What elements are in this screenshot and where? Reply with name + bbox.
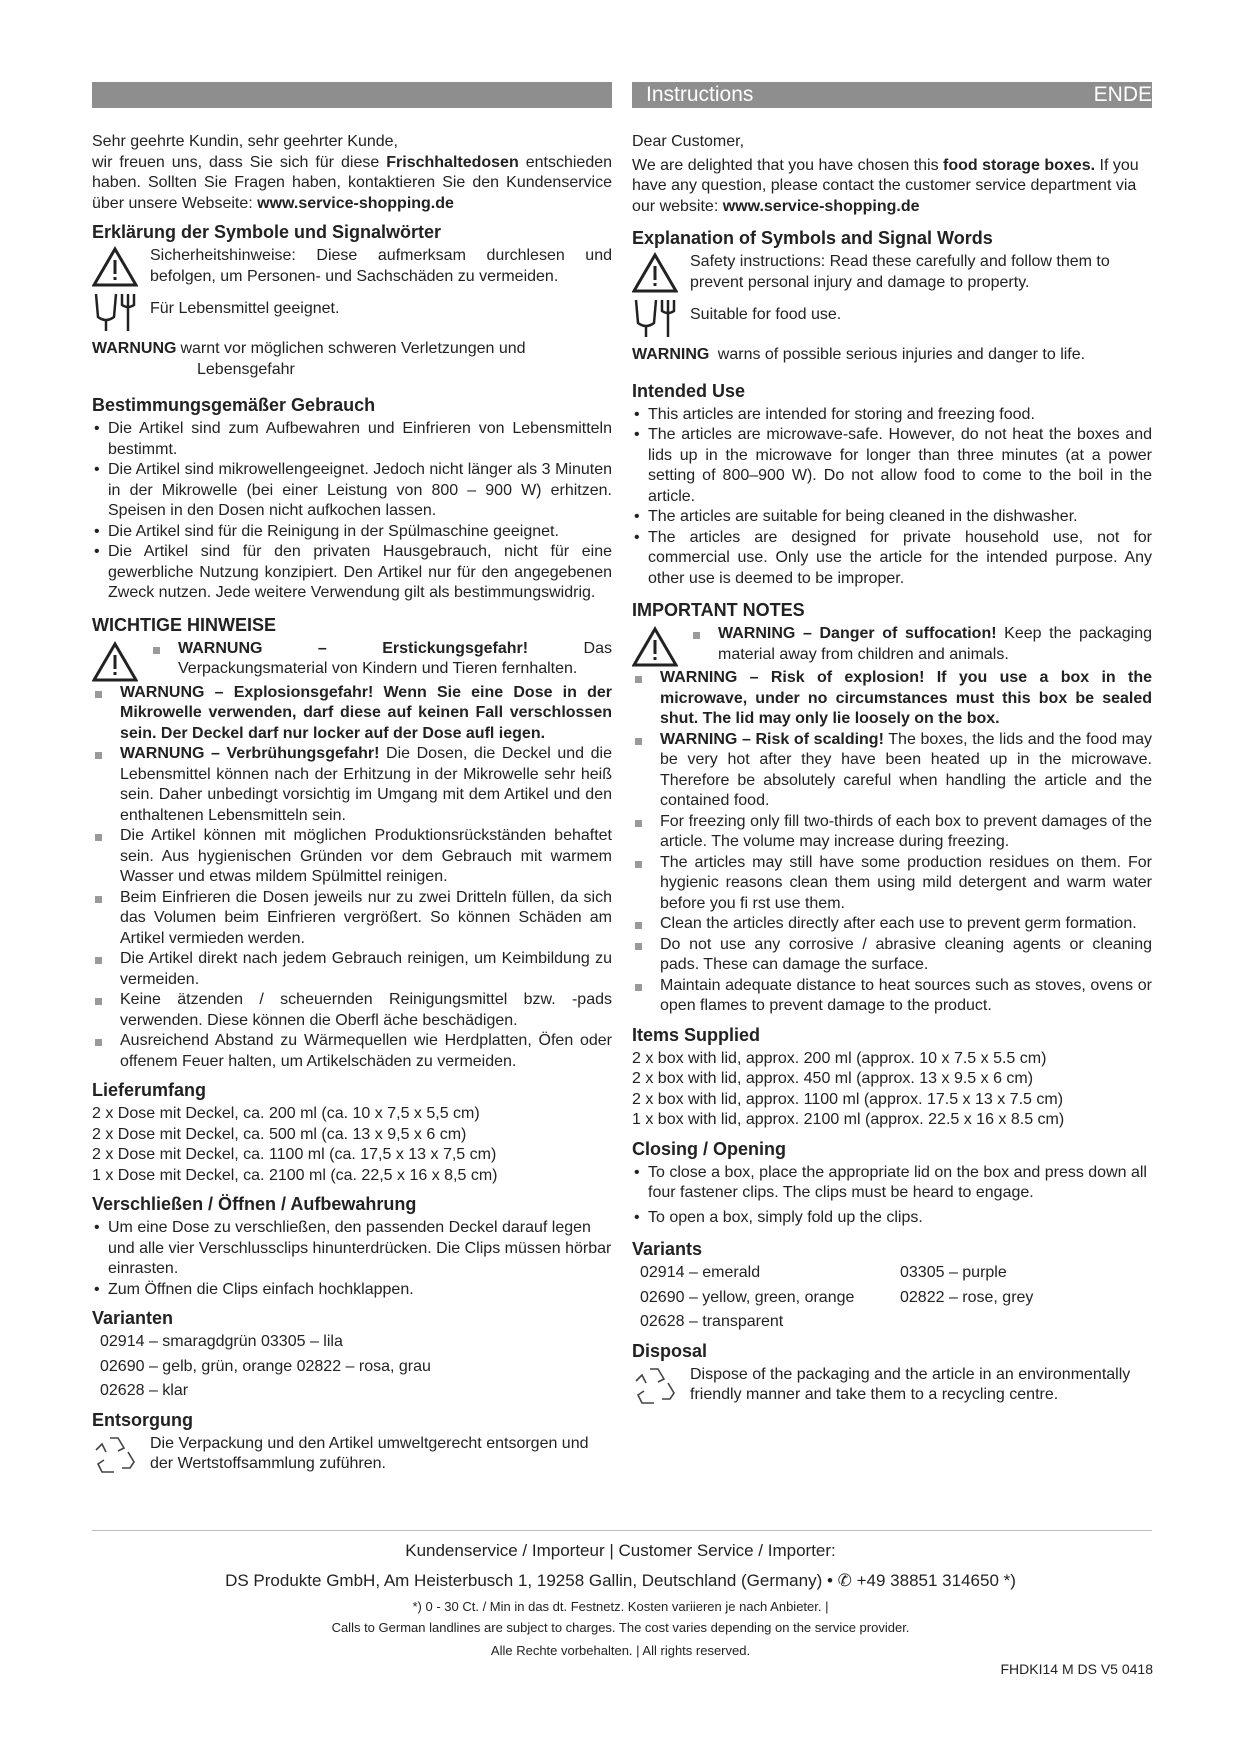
de-notes-heading: WICHTIGE HINWEISE: [92, 614, 276, 635]
de-close-list: [92, 1218, 612, 1300]
en-intro: We are delighted that you have chosen this food storage boxes. If you have any question, please contact the customer service department via our website: www.service-shopping.de: [632, 156, 1139, 215]
en-food-symbol-row: Suitable for food use.: [632, 297, 1152, 337]
list-item: Keine ätzenden / scheuernden Reinigungsmittel bzw. -pads verwenden. Diese können die Oberfl äche beschädigen.: [92, 990, 612, 1031]
supply-item: 2 x Dose mit Deckel, ca. 1100 ml (ca. 17,5 x 13 x 7,5 cm): [92, 1146, 497, 1163]
warning-triangle-icon: [632, 252, 678, 294]
en-use-heading: Intended Use: [632, 380, 746, 401]
variant-item: 02628 – transparent: [640, 1313, 784, 1330]
list-item: • To open a box, simply fold up the clips.: [632, 1208, 1152, 1229]
de-note-suffocation: WARNUNG – Erstickungsgefahr! Das Verpackungsmaterial von Kindern und Tieren fernhalten.: [92, 639, 612, 683]
list-item: • This articles are intended for storing and freezing food.: [632, 405, 1152, 426]
list-item: WARNUNG – Explosionsgefahr! Wenn Sie eine Dose in der Mikrowelle verwenden, darf diese auf keinen Fall verschlossen sein. Der Deckel darf nur locker auf der Dose aufl iegen.: [92, 683, 612, 745]
list-item: WARNING – Risk of scalding! The boxes, the lids and the food may be very hot after they have been heated up in the microwave. Therefore be absolutely careful when handling the article and the contained food.: [632, 730, 1152, 812]
en-close-heading: Closing / Opening: [632, 1138, 786, 1159]
list-item: WARNING – Risk of explosion! If you use a box in the microwave, under no circumstances must this box be sealed shut. The lid may only lie loosely on the box.: [632, 668, 1152, 730]
de-variants-heading: Varianten: [92, 1308, 174, 1328]
supply-item: 2 x box with lid, approx. 200 ml (approx. 10 x 7.5 x 5.5 cm): [632, 1049, 1047, 1067]
list-item: • Die Artikel sind mikrowellengeeignet. Jedoch nicht länger als 3 Minuten in der Mikrowelle (bei einer Leistung von 800 – 900 W) erhitzen. Speisen in den Dosen nicht aufkochen lassen.: [92, 460, 612, 522]
footer-cost-de: *) 0 - 30 Ct. / Min in das dt. Festnetz. Kosten variieren je nach Anbieter. |: [412, 1599, 829, 1614]
list-item: • Die Artikel sind für die Reinigung in der Spülmaschine geeignet.: [92, 522, 612, 543]
list-item: • The articles are microwave-safe. However, do not heat the boxes and lids up in the microwave for longer than three minutes (at a power setting of 800–900 W). Do not allow food to come to the boil in the article.: [632, 425, 1152, 507]
de-notes-list: [92, 683, 612, 1073]
recycling-icon: [92, 1434, 140, 1476]
en-variants-list: [632, 1263, 1152, 1333]
supply-item: 2 x box with lid, approx. 1100 ml (approx. 17.5 x 13 x 7.5 cm): [632, 1090, 1064, 1108]
supply-item: 2 x Dose mit Deckel, ca. 500 ml (ca. 13 x 9,5 x 6 cm): [92, 1125, 467, 1143]
de-symbols-heading: Erklärung der Symbole und Signalwörter: [92, 222, 442, 242]
variant-item: 02914 – smaragdgrün 03305 – lila: [100, 1333, 343, 1350]
de-food-symbol-row: Für Lebensmittel geeignet.: [92, 291, 612, 331]
en-website-link[interactable]: www.service-shopping.de: [722, 197, 920, 215]
de-website-link[interactable]: www.service-shopping.de: [257, 194, 454, 212]
en-symbols-heading: Explanation of Symbols and Signal Words: [632, 228, 993, 248]
de-disposal-row: Die Verpackung und den Artikel umweltgerecht entsorgen und der Wertstoffsammlung zuführen.: [92, 1434, 612, 1475]
variant-item: 02690 – yellow, green, orange: [640, 1288, 855, 1306]
warning-triangle-icon: [92, 246, 138, 288]
footer-service: Kundenservice / Importeur | Customer Service / Importer:: [405, 1541, 836, 1560]
list-item: • Um eine Dose zu verschließen, den passenden Deckel darauf legen und alle vier Verschlussclips hinunterdrücken. Die Clips müssen hörbar einrasten.: [92, 1218, 612, 1280]
de-close-heading: Verschließen / Öffnen / Aufbewahrung: [92, 1194, 417, 1214]
variant-item: 03305 – purple: [900, 1264, 1007, 1281]
food-safe-icon: [92, 291, 138, 333]
list-item: Maintain adequate distance to heat sources such as stoves, ovens or open flames to prevent damage to the product.: [632, 976, 1152, 1017]
header-band-right: [632, 82, 1152, 108]
footer-cost-en: Calls to German landlines are subject to charges. The cost varies depending on the service provider.: [331, 1620, 910, 1635]
list-item: For freezing only fill two-thirds of each box to prevent damages of the article. The volume may increase during freezing.: [632, 812, 1152, 853]
supply-item: 1 x box with lid, approx. 2100 ml (approx. 22.5 x 16 x 8.5 cm): [632, 1111, 1065, 1128]
recycling-icon: [632, 1365, 680, 1407]
list-item: • Zum Öffnen die Clips einfach hochklappen.: [92, 1280, 612, 1301]
header-band-left: [92, 82, 612, 108]
en-disposal-heading: Disposal: [632, 1340, 708, 1361]
en-greeting: Dear Customer,: [632, 133, 745, 150]
de-intro: wir freuen uns, dass Sie sich für diese Frischhaltedosen entschieden haben. Sollten Sie Fragen haben, kontaktieren Sie den Kundenservice über unsere Webseite: www.service-shopping.de: [92, 153, 613, 212]
list-item: Clean the articles directly after each use to prevent germ formation.: [632, 914, 1152, 935]
list-item: • Die Artikel sind für den privaten Hausgebrauch, nicht für eine gewerbliche Nutzung konzipiert. Den Artikel nur für den angegebenen Zweck nutzen. Jede weitere Verwendung gilt als bestimmungswidrig.: [92, 542, 612, 604]
en-disposal-row: Dispose of the packaging and the article in an environmentally friendly manner and take them to a recycling centre.: [632, 1365, 1152, 1406]
en-warning-definition: WARNING warns of possible serious injuries and danger to life.: [632, 346, 1086, 363]
en-note-suffocation: WARNING – Danger of suffocation! Keep the packaging material away from children and animals.: [632, 624, 1152, 668]
english-column: [632, 132, 1152, 1406]
variant-item: 02628 – klar: [100, 1382, 189, 1399]
en-use-list: [632, 405, 1152, 590]
de-disposal-heading: Entsorgung: [92, 1409, 193, 1430]
list-item: Do not use any corrosive / abrasive cleaning agents or cleaning pads. These can damage the surface.: [632, 935, 1152, 976]
de-use-heading: Bestimmungsgemäßer Gebrauch: [92, 395, 376, 415]
footer-rights: Alle Rechte vorbehalten. | All rights reserved.: [490, 1643, 751, 1658]
header-title: Instructions: [646, 83, 754, 106]
warning-triangle-icon: [92, 641, 138, 683]
en-safety-symbol-row: Safety instructions: Read these carefully and follow them to prevent personal injury and damage to property.: [632, 252, 1152, 293]
en-notes-heading: IMPORTANT NOTES: [632, 600, 805, 620]
german-column: Sehr geehrte Kundin, sehr geehrter Kunde, wir freuen uns, dass Sie sich für diese Frischhaltedosen entschieden haben. Sollten Sie Fragen haben, kontaktieren Sie den Kundenservice über unsere Webseite: www.service-shopping.de Erklärung der Symbole und Signalwörter Sicherheitshinweise: Diese aufmerksam durchlesen und befolgen, um Personen- und Sachschäden zu vermeiden. Für Lebensmittel geeignet. WARNUNG warnt vor möglichen schweren Verletzungen und Lebensgefahr Bestimmungsgemäßer Gebrauch • Die Artikel sind zum Aufbewahren und Einfrieren von Lebensmitteln bestimmt. • Die Artikel sind mikrowellengeeignet. Jedoch nicht länger als 3 Minuten in der Mikrowelle (bei einer Leistung von 800 – 900 W) erhitzen. Speisen in den Dosen nicht aufkochen lassen. • Die Artikel sind für die Reinigung in der Spülmaschine geeignet. • Die Artikel sind für den privaten Hausgebrauch, nicht für eine gewerbliche Nutzung konzipiert. Den Artikel nur für den angegebenen Zweck nutzen. Jede weitere Verwendung gilt als bestimmungswidrig. WICHTIGE HINWEISE WARNUNG – Erstickungsgefahr! Das Verpackungsmaterial von Kindern und Tieren fernhalten. WARNUNG – Explosionsgefahr! Wenn Sie eine Dose in der Mikrowelle verwenden, darf diese auf keinen Fall verschlossen sein. Der Deckel darf nur locker auf der Dose aufl iegen. WARNUNG – Verbrühungsgefahr! Die Dosen, die Deckel und die Lebensmittel können nach der Erhitzung in der Mikrowelle sehr heiß sein. Daher unbedingt vorsichtig im Umgang mit dem Artikel und den enthaltenen Lebensmitteln sein. Die Artikel können mit möglichen Produktionsrückständen behaftet sein. Aus hygienischen Gründen vor dem Gebrauch mit warmem Wasser und etwas mildem Spülmittel reinigen. Beim Einfrieren die Dosen jeweils nur zu zwei Dritteln füllen, da sich das Volumen beim Einfrieren vergrößert. So können Schäden am Artikel vermieden werden. Die Artikel direkt nach jedem Gebrauch reinigen, um Keimbildung zu vermeiden. Keine ätzenden / scheuernden Reinigungsmittel bzw. -pads verwenden. Diese können die Oberfl äche beschädigen. Ausreichend Abstand zu Wärmequellen wie Herdplatten, Öfen oder offenem Feuer halten, um Artikelschäden zu vermeiden. Lieferumfang 2 x Dose mit Deckel, ca. 200 ml (ca. 10 x 7,5 x 5,5 cm) 2 x Dose mit Deckel, ca. 500 ml (ca. 13 x 9,5 x 6 cm) 2 x Dose mit Deckel, ca. 1100 ml (ca. 17,5 x 13 x 7,5 cm) 1 x Dose mit Deckel, ca. 2100 ml (ca. 22,5 x 16 x 8,5 cm) Verschließen / Öffnen / Aufbewahrung • Um eine Dose zu verschließen, den passenden Deckel darauf legen und alle vier Verschlussclips hinunterdrücken. Die Clips müssen hörbar einrasten. • Zum Öffnen die Clips einfach hochklappen. Varianten 02914 – smaragdgrün 03305 – lila 02690 – gelb, grün, orange 02822 – rosa, grau 02628 – klar Entsorgung Die Verpackung und den Artikel umweltgerecht entsorgen und der Wertstoffsammlung zuführen.: [92, 132, 612, 1475]
list-item: • Die Artikel sind zum Aufbewahren und Einfrieren von Lebensmitteln bestimmt.: [92, 419, 612, 460]
list-item: The articles may still have some production residues on them. For hygienic reasons clean them using mild detergent and warm water before you fi rst use them.: [632, 853, 1152, 915]
document-code: FHDKI14 M DS V5 0418: [1000, 1661, 1153, 1677]
list-item: • The articles are designed for private household use, not for commercial use. Only use the article for the intended purpose. Any other use is deemed to be improper.: [632, 528, 1152, 590]
en-close-list: [632, 1163, 1152, 1229]
header-language: ENDE: [1093, 83, 1152, 106]
list-item: Beim Einfrieren die Dosen jeweils nur zu zwei Dritteln füllen, da sich das Volumen beim Einfrieren vergrößert. So können Schäden am Artikel vermieden werden.: [92, 888, 612, 950]
list-item: WARNUNG – Verbrühungsgefahr! Die Dosen, die Deckel und die Lebensmittel können nach der Erhitzung in der Mikrowelle sehr heiß sein. Daher unbedingt vorsichtig im Umgang mit dem Artikel und den enthaltenen Lebensmitteln sein.: [92, 744, 612, 826]
en-variants-heading: Variants: [632, 1239, 703, 1259]
list-item: Ausreichend Abstand zu Wärmequellen wie Herdplatten, Öfen oder offenem Feuer halten, um Artikelschäden zu vermeiden.: [92, 1031, 612, 1072]
footer-address: DS Produkte GmbH, Am Heisterbusch 1, 19258 Gallin, Deutschland (Germany) • ✆ +49 38851 314650 *): [225, 1571, 1016, 1590]
de-supply-heading: Lieferumfang: [92, 1080, 207, 1100]
variant-item: 02690 – gelb, grün, orange 02822 – rosa, grau: [100, 1357, 431, 1375]
list-item: • The articles are suitable for being cleaned in the dishwasher.: [632, 507, 1152, 528]
de-safety-symbol-row: Sicherheitshinweise: Diese aufmerksam durchlesen und befolgen, um Personen- und Sachschäden zu vermeiden.: [92, 246, 612, 287]
food-safe-icon: [632, 297, 678, 339]
en-notes-list: [632, 668, 1152, 1017]
supply-item: 2 x Dose mit Deckel, ca. 200 ml (ca. 10 x 7,5 x 5,5 cm): [92, 1105, 480, 1122]
footer-divider: [92, 1530, 1152, 1531]
de-warning-definition: WARNUNG warnt vor möglichen schweren Verletzungen und: [92, 340, 526, 357]
list-item: Die Artikel können mit möglichen Produktionsrückständen behaftet sein. Aus hygienischen Gründen vor dem Gebrauch mit warmem Wasser und etwas mildem Spülmittel reinigen.: [92, 826, 612, 888]
de-use-list: [92, 419, 612, 604]
variant-item: 02914 – emerald: [640, 1264, 761, 1281]
de-greeting: Sehr geehrte Kundin, sehr geehrter Kunde,: [92, 133, 398, 150]
variant-item: 02822 – rose, grey: [900, 1288, 1034, 1306]
list-item: Die Artikel direkt nach jedem Gebrauch reinigen, um Keimbildung zu vermeiden.: [92, 949, 612, 990]
warning-triangle-icon: [632, 626, 678, 668]
en-supply-heading: Items Supplied: [632, 1024, 761, 1045]
de-variants-list: [92, 1332, 612, 1402]
supply-item: 1 x Dose mit Deckel, ca. 2100 ml (ca. 22,5 x 16 x 8,5 cm): [92, 1166, 498, 1184]
supply-item: 2 x box with lid, approx. 450 ml (approx. 13 x 9.5 x 6 cm): [632, 1070, 1034, 1087]
list-item: • To close a box, place the appropriate lid on the box and press down all four fastener clips. The clips must be heard to engage.: [632, 1163, 1152, 1204]
